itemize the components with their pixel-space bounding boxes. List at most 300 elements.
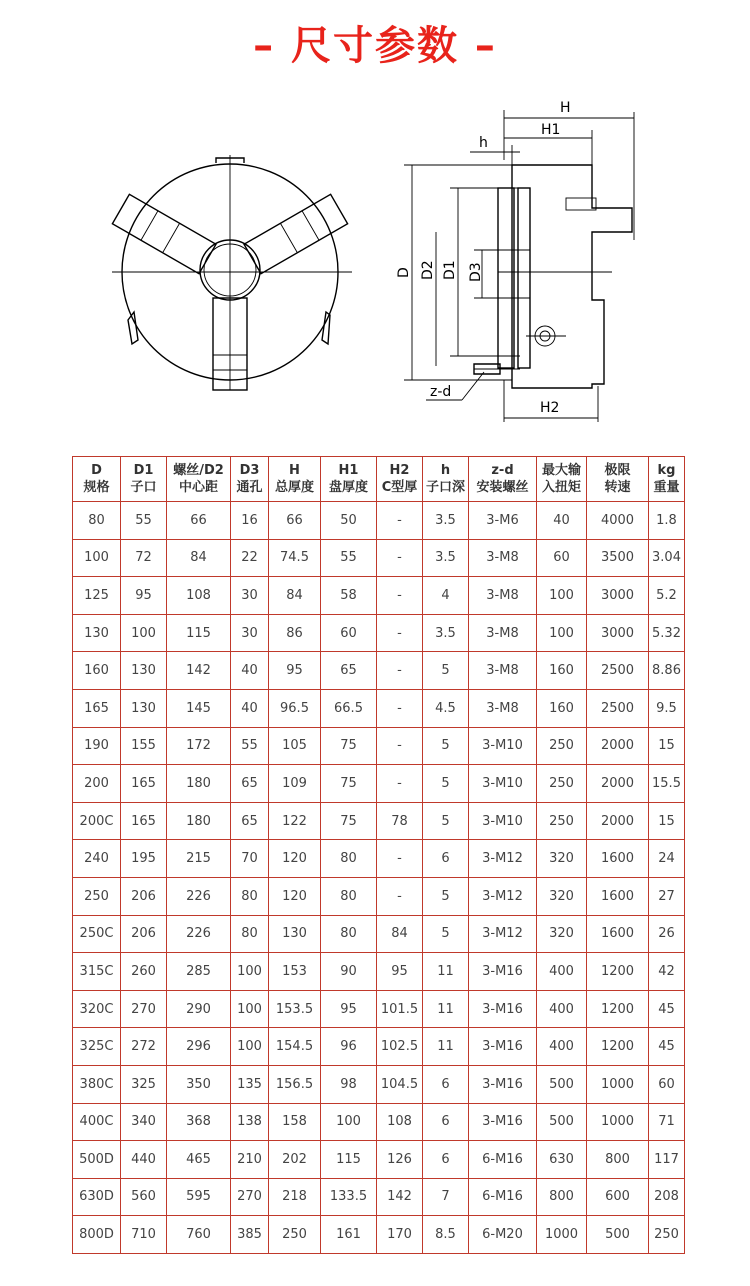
table-cell: 1200 bbox=[587, 953, 649, 991]
table-cell: 115 bbox=[321, 1141, 377, 1179]
table-cell: 80 bbox=[321, 840, 377, 878]
table-cell: 320C bbox=[73, 990, 121, 1028]
table-cell: - bbox=[377, 689, 423, 727]
column-header bbox=[537, 457, 587, 502]
table-cell: 66.5 bbox=[321, 689, 377, 727]
table-cell: 2500 bbox=[587, 689, 649, 727]
column-header-top: kg bbox=[657, 463, 676, 478]
table-cell: 95 bbox=[121, 577, 167, 615]
table-cell: 240 bbox=[73, 840, 121, 878]
page-title: – 尺寸参数 – bbox=[253, 22, 497, 69]
column-header-top: H bbox=[289, 463, 300, 478]
table-cell: 55 bbox=[121, 502, 167, 540]
table-cell: 320 bbox=[537, 915, 587, 953]
table-cell: 9.5 bbox=[649, 689, 685, 727]
table-row bbox=[73, 1103, 685, 1141]
table-cell: - bbox=[377, 502, 423, 540]
table-row bbox=[73, 1216, 685, 1254]
table-cell: 400 bbox=[537, 953, 587, 991]
table-cell: 760 bbox=[167, 1216, 231, 1254]
table-cell: 2000 bbox=[587, 802, 649, 840]
table-cell: 50 bbox=[321, 502, 377, 540]
front-view bbox=[112, 155, 352, 390]
table-cell: 108 bbox=[167, 577, 231, 615]
table-cell: 27 bbox=[649, 877, 685, 915]
label-D3: D3 bbox=[468, 262, 484, 282]
table-cell: 172 bbox=[167, 727, 231, 765]
column-header bbox=[649, 457, 685, 502]
label-H: H bbox=[560, 100, 571, 116]
column-header-bottom: 重量 bbox=[653, 480, 680, 495]
column-header-top: 极限 bbox=[604, 463, 631, 478]
label-D1: D1 bbox=[442, 260, 458, 280]
table-cell: 70 bbox=[231, 840, 269, 878]
table-cell: 3-M16 bbox=[469, 1103, 537, 1141]
table-cell: 58 bbox=[321, 577, 377, 615]
table-cell: 11 bbox=[423, 990, 469, 1028]
table-cell: 3-M12 bbox=[469, 840, 537, 878]
table-cell: 40 bbox=[231, 652, 269, 690]
table-cell: 96.5 bbox=[269, 689, 321, 727]
title-bar bbox=[0, 10, 750, 74]
table-cell: 100 bbox=[231, 953, 269, 991]
table-cell: 6 bbox=[423, 840, 469, 878]
table-cell: 250 bbox=[269, 1216, 321, 1254]
table-cell: 120 bbox=[269, 840, 321, 878]
chuck-drawing bbox=[0, 90, 750, 450]
table-cell: 3-M8 bbox=[469, 577, 537, 615]
table-cell: 30 bbox=[231, 577, 269, 615]
column-header bbox=[231, 457, 269, 502]
table-cell: 75 bbox=[321, 802, 377, 840]
table-cell: 215 bbox=[167, 840, 231, 878]
table-cell: 66 bbox=[269, 502, 321, 540]
column-header-top: D1 bbox=[133, 463, 154, 478]
table-cell: 11 bbox=[423, 953, 469, 991]
table-cell: 440 bbox=[121, 1141, 167, 1179]
column-header bbox=[377, 457, 423, 502]
table-cell: 180 bbox=[167, 802, 231, 840]
table-cell: 250 bbox=[73, 877, 121, 915]
table-cell: 250C bbox=[73, 915, 121, 953]
table-cell: 60 bbox=[537, 539, 587, 577]
table-cell: 190 bbox=[73, 727, 121, 765]
table-row bbox=[73, 1141, 685, 1179]
header-row bbox=[73, 457, 685, 502]
table-cell: - bbox=[377, 652, 423, 690]
column-header-bottom: 子口深 bbox=[425, 480, 465, 495]
table-cell: 100 bbox=[121, 614, 167, 652]
table-cell: 4 bbox=[423, 577, 469, 615]
table-cell: 3-M6 bbox=[469, 502, 537, 540]
table-cell: 15.5 bbox=[649, 765, 685, 803]
table-cell: 42 bbox=[649, 953, 685, 991]
table-cell: 5.32 bbox=[649, 614, 685, 652]
table-cell: 3-M16 bbox=[469, 990, 537, 1028]
table-cell: 400 bbox=[537, 1028, 587, 1066]
table-cell: - bbox=[377, 765, 423, 803]
column-header bbox=[423, 457, 469, 502]
table-cell: 630 bbox=[537, 1141, 587, 1179]
table-row bbox=[73, 765, 685, 803]
table-cell: 325 bbox=[121, 1065, 167, 1103]
table-cell: 155 bbox=[121, 727, 167, 765]
column-header-top: D3 bbox=[239, 463, 260, 478]
table-cell: 3-M8 bbox=[469, 539, 537, 577]
table-cell: 15 bbox=[649, 727, 685, 765]
table-cell: 400 bbox=[537, 990, 587, 1028]
table-cell: 500 bbox=[537, 1103, 587, 1141]
column-header bbox=[321, 457, 377, 502]
table-cell: 160 bbox=[537, 689, 587, 727]
table-cell: 3-M8 bbox=[469, 652, 537, 690]
table-cell: 100 bbox=[231, 990, 269, 1028]
label-D: D bbox=[396, 267, 412, 278]
table-cell: 153 bbox=[269, 953, 321, 991]
table-cell: 270 bbox=[231, 1178, 269, 1216]
column-header-bottom: 盘厚度 bbox=[328, 480, 368, 495]
table-cell: 80 bbox=[321, 877, 377, 915]
table-cell: 55 bbox=[231, 727, 269, 765]
table-cell: 165 bbox=[121, 802, 167, 840]
table-cell: 138 bbox=[231, 1103, 269, 1141]
column-header bbox=[587, 457, 649, 502]
table-cell: 105 bbox=[269, 727, 321, 765]
table-cell: 296 bbox=[167, 1028, 231, 1066]
table-cell: 45 bbox=[649, 990, 685, 1028]
table-cell: 3-M8 bbox=[469, 614, 537, 652]
column-header-top: H1 bbox=[338, 463, 359, 478]
table-cell: 120 bbox=[269, 877, 321, 915]
table-row bbox=[73, 577, 685, 615]
label-zd: z-d bbox=[430, 384, 452, 400]
table-row bbox=[73, 1065, 685, 1103]
column-header-bottom: 中心距 bbox=[178, 480, 218, 495]
table-cell: 104.5 bbox=[377, 1065, 423, 1103]
table-cell: 125 bbox=[73, 577, 121, 615]
spec-table bbox=[72, 456, 685, 1254]
table-cell: 1000 bbox=[587, 1103, 649, 1141]
table-cell: 84 bbox=[269, 577, 321, 615]
table-cell: 2000 bbox=[587, 727, 649, 765]
label-D2: D2 bbox=[420, 260, 436, 280]
table-cell: 66 bbox=[167, 502, 231, 540]
table-cell: 80 bbox=[73, 502, 121, 540]
table-cell: 350 bbox=[167, 1065, 231, 1103]
table-cell: 2500 bbox=[587, 652, 649, 690]
table-cell: 74.5 bbox=[269, 539, 321, 577]
table-cell: 270 bbox=[121, 990, 167, 1028]
table-cell: 500 bbox=[587, 1216, 649, 1254]
table-cell: 5 bbox=[423, 727, 469, 765]
label-h: h bbox=[479, 135, 488, 151]
table-cell: 3000 bbox=[587, 577, 649, 615]
table-cell: 400C bbox=[73, 1103, 121, 1141]
table-cell: 3-M10 bbox=[469, 765, 537, 803]
table-cell: 250 bbox=[537, 765, 587, 803]
table-cell: 95 bbox=[321, 990, 377, 1028]
table-cell: 158 bbox=[269, 1103, 321, 1141]
table-cell: 325C bbox=[73, 1028, 121, 1066]
table-body bbox=[73, 502, 685, 1254]
table-cell: 3.5 bbox=[423, 502, 469, 540]
table-cell: 80 bbox=[231, 915, 269, 953]
table-row bbox=[73, 802, 685, 840]
table-cell: 595 bbox=[167, 1178, 231, 1216]
table-cell: 202 bbox=[269, 1141, 321, 1179]
column-header bbox=[167, 457, 231, 502]
table-row bbox=[73, 877, 685, 915]
table-cell: - bbox=[377, 539, 423, 577]
table-cell: 80 bbox=[321, 915, 377, 953]
column-header-top: D bbox=[91, 463, 102, 478]
column-header-top: z-d bbox=[491, 463, 514, 478]
table-row bbox=[73, 840, 685, 878]
column-header-top: 螺丝/D2 bbox=[173, 463, 224, 478]
table-cell: 170 bbox=[377, 1216, 423, 1254]
table-cell: 500D bbox=[73, 1141, 121, 1179]
column-header bbox=[469, 457, 537, 502]
table-cell: 142 bbox=[377, 1178, 423, 1216]
table-cell: 108 bbox=[377, 1103, 423, 1141]
table-cell: 1600 bbox=[587, 840, 649, 878]
table-cell: 90 bbox=[321, 953, 377, 991]
table-cell: 65 bbox=[231, 765, 269, 803]
table-row bbox=[73, 953, 685, 991]
column-header-bottom: C型厚 bbox=[381, 480, 418, 495]
table-cell: 250 bbox=[537, 802, 587, 840]
table-cell: 101.5 bbox=[377, 990, 423, 1028]
table-cell: 24 bbox=[649, 840, 685, 878]
table-cell: 4.5 bbox=[423, 689, 469, 727]
table-cell: 200C bbox=[73, 802, 121, 840]
table-cell: 7 bbox=[423, 1178, 469, 1216]
table-row bbox=[73, 502, 685, 540]
table-cell: 65 bbox=[321, 652, 377, 690]
table-cell: 165 bbox=[73, 689, 121, 727]
table-cell: 250 bbox=[537, 727, 587, 765]
side-view bbox=[474, 165, 632, 388]
table-cell: - bbox=[377, 577, 423, 615]
table-cell: - bbox=[377, 877, 423, 915]
table-cell: 160 bbox=[73, 652, 121, 690]
table-cell: 3-M16 bbox=[469, 1028, 537, 1066]
table-row bbox=[73, 689, 685, 727]
label-H2: H2 bbox=[540, 400, 560, 416]
table-cell: 1200 bbox=[587, 1028, 649, 1066]
table-cell: 161 bbox=[321, 1216, 377, 1254]
table-cell: 6-M16 bbox=[469, 1178, 537, 1216]
table-cell: 40 bbox=[537, 502, 587, 540]
table-cell: 1000 bbox=[587, 1065, 649, 1103]
table-cell: 142 bbox=[167, 652, 231, 690]
table-cell: 165 bbox=[121, 765, 167, 803]
table-cell: 8.5 bbox=[423, 1216, 469, 1254]
table-cell: 100 bbox=[537, 577, 587, 615]
table-cell: 208 bbox=[649, 1178, 685, 1216]
table-cell: 206 bbox=[121, 877, 167, 915]
table-cell: 135 bbox=[231, 1065, 269, 1103]
table-cell: 84 bbox=[167, 539, 231, 577]
table-cell: 320 bbox=[537, 840, 587, 878]
column-header-bottom: 入扭矩 bbox=[541, 480, 581, 495]
table-cell: 100 bbox=[321, 1103, 377, 1141]
table-cell: 3000 bbox=[587, 614, 649, 652]
table-cell: 600 bbox=[587, 1178, 649, 1216]
table-cell: 218 bbox=[269, 1178, 321, 1216]
table-cell: 340 bbox=[121, 1103, 167, 1141]
table-cell: 5 bbox=[423, 652, 469, 690]
table-cell: 117 bbox=[649, 1141, 685, 1179]
table-cell: 5 bbox=[423, 915, 469, 953]
table-row bbox=[73, 1178, 685, 1216]
table-cell: 630D bbox=[73, 1178, 121, 1216]
table-cell: 40 bbox=[231, 689, 269, 727]
column-header-bottom: 规格 bbox=[83, 480, 110, 495]
table-cell: 95 bbox=[269, 652, 321, 690]
table-cell: 55 bbox=[321, 539, 377, 577]
column-header-bottom: 通孔 bbox=[236, 480, 263, 495]
table-cell: 102.5 bbox=[377, 1028, 423, 1066]
table-cell: 133.5 bbox=[321, 1178, 377, 1216]
table-cell: 465 bbox=[167, 1141, 231, 1179]
table-cell: 145 bbox=[167, 689, 231, 727]
column-header bbox=[269, 457, 321, 502]
column-header-bottom: 安装螺丝 bbox=[476, 480, 529, 495]
spec-table-container bbox=[72, 456, 684, 1254]
table-cell: 6 bbox=[423, 1065, 469, 1103]
table-cell: 6 bbox=[423, 1103, 469, 1141]
table-cell: 3-M16 bbox=[469, 953, 537, 991]
table-cell: 11 bbox=[423, 1028, 469, 1066]
table-cell: 380C bbox=[73, 1065, 121, 1103]
table-cell: 5 bbox=[423, 802, 469, 840]
table-cell: 226 bbox=[167, 877, 231, 915]
table-cell: 60 bbox=[649, 1065, 685, 1103]
column-header-top: h bbox=[440, 463, 451, 478]
table-cell: 272 bbox=[121, 1028, 167, 1066]
table-cell: 1600 bbox=[587, 877, 649, 915]
table-cell: 22 bbox=[231, 539, 269, 577]
table-cell: 78 bbox=[377, 802, 423, 840]
table-cell: 250 bbox=[649, 1216, 685, 1254]
table-cell: 6-M20 bbox=[469, 1216, 537, 1254]
table-cell: 1.8 bbox=[649, 502, 685, 540]
table-row bbox=[73, 614, 685, 652]
table-cell: 130 bbox=[269, 915, 321, 953]
table-cell: 315C bbox=[73, 953, 121, 991]
table-cell: 45 bbox=[649, 1028, 685, 1066]
table-cell: 290 bbox=[167, 990, 231, 1028]
table-cell: 6-M16 bbox=[469, 1141, 537, 1179]
table-row bbox=[73, 652, 685, 690]
table-cell: 5.2 bbox=[649, 577, 685, 615]
column-header-bottom: 总厚度 bbox=[274, 480, 314, 495]
table-cell: 153.5 bbox=[269, 990, 321, 1028]
table-cell: 26 bbox=[649, 915, 685, 953]
table-cell: 122 bbox=[269, 802, 321, 840]
column-header-bottom: 转速 bbox=[604, 480, 631, 495]
table-cell: 65 bbox=[231, 802, 269, 840]
table-cell: - bbox=[377, 727, 423, 765]
table-cell: 100 bbox=[231, 1028, 269, 1066]
table-cell: 84 bbox=[377, 915, 423, 953]
table-cell: 75 bbox=[321, 727, 377, 765]
table-cell: 16 bbox=[231, 502, 269, 540]
table-cell: - bbox=[377, 840, 423, 878]
table-cell: 1200 bbox=[587, 990, 649, 1028]
table-cell: 130 bbox=[121, 689, 167, 727]
table-row bbox=[73, 915, 685, 953]
table-cell: 180 bbox=[167, 765, 231, 803]
table-cell: 154.5 bbox=[269, 1028, 321, 1066]
label-H1: H1 bbox=[541, 122, 561, 138]
table-cell: 95 bbox=[377, 953, 423, 991]
table-cell: 226 bbox=[167, 915, 231, 953]
table-cell: 195 bbox=[121, 840, 167, 878]
table-cell: 130 bbox=[73, 614, 121, 652]
table-cell: - bbox=[377, 614, 423, 652]
table-cell: 5 bbox=[423, 765, 469, 803]
table-cell: 15 bbox=[649, 802, 685, 840]
table-cell: 130 bbox=[121, 652, 167, 690]
table-row bbox=[73, 539, 685, 577]
table-cell: 80 bbox=[231, 877, 269, 915]
table-cell: 1600 bbox=[587, 915, 649, 953]
table-cell: 126 bbox=[377, 1141, 423, 1179]
table-cell: 71 bbox=[649, 1103, 685, 1141]
table-cell: 1000 bbox=[537, 1216, 587, 1254]
table-cell: 3-M12 bbox=[469, 877, 537, 915]
table-cell: 30 bbox=[231, 614, 269, 652]
table-cell: 560 bbox=[121, 1178, 167, 1216]
table-cell: 109 bbox=[269, 765, 321, 803]
table-cell: 285 bbox=[167, 953, 231, 991]
table-cell: 385 bbox=[231, 1216, 269, 1254]
table-cell: 500 bbox=[537, 1065, 587, 1103]
column-header-bottom: 子口 bbox=[130, 480, 157, 495]
column-header bbox=[73, 457, 121, 502]
table-cell: 98 bbox=[321, 1065, 377, 1103]
table-cell: 800 bbox=[537, 1178, 587, 1216]
table-cell: 3.5 bbox=[423, 614, 469, 652]
table-cell: 2000 bbox=[587, 765, 649, 803]
table-cell: 75 bbox=[321, 765, 377, 803]
table-cell: 3500 bbox=[587, 539, 649, 577]
table-cell: 156.5 bbox=[269, 1065, 321, 1103]
column-header-top: 最大输 bbox=[541, 463, 581, 478]
dimensions bbox=[396, 100, 634, 422]
table-cell: 3-M10 bbox=[469, 727, 537, 765]
table-cell: 320 bbox=[537, 877, 587, 915]
table-row bbox=[73, 990, 685, 1028]
table-cell: 3.5 bbox=[423, 539, 469, 577]
table-cell: 3-M10 bbox=[469, 802, 537, 840]
table-cell: 100 bbox=[73, 539, 121, 577]
column-header bbox=[121, 457, 167, 502]
table-cell: 96 bbox=[321, 1028, 377, 1066]
table-row bbox=[73, 727, 685, 765]
table-cell: 3-M16 bbox=[469, 1065, 537, 1103]
table-cell: 200 bbox=[73, 765, 121, 803]
table-cell: 6 bbox=[423, 1141, 469, 1179]
table-cell: 3-M12 bbox=[469, 915, 537, 953]
column-header-top: H2 bbox=[389, 463, 410, 478]
table-cell: 4000 bbox=[587, 502, 649, 540]
table-cell: 3-M8 bbox=[469, 689, 537, 727]
table-cell: 86 bbox=[269, 614, 321, 652]
table-cell: 260 bbox=[121, 953, 167, 991]
